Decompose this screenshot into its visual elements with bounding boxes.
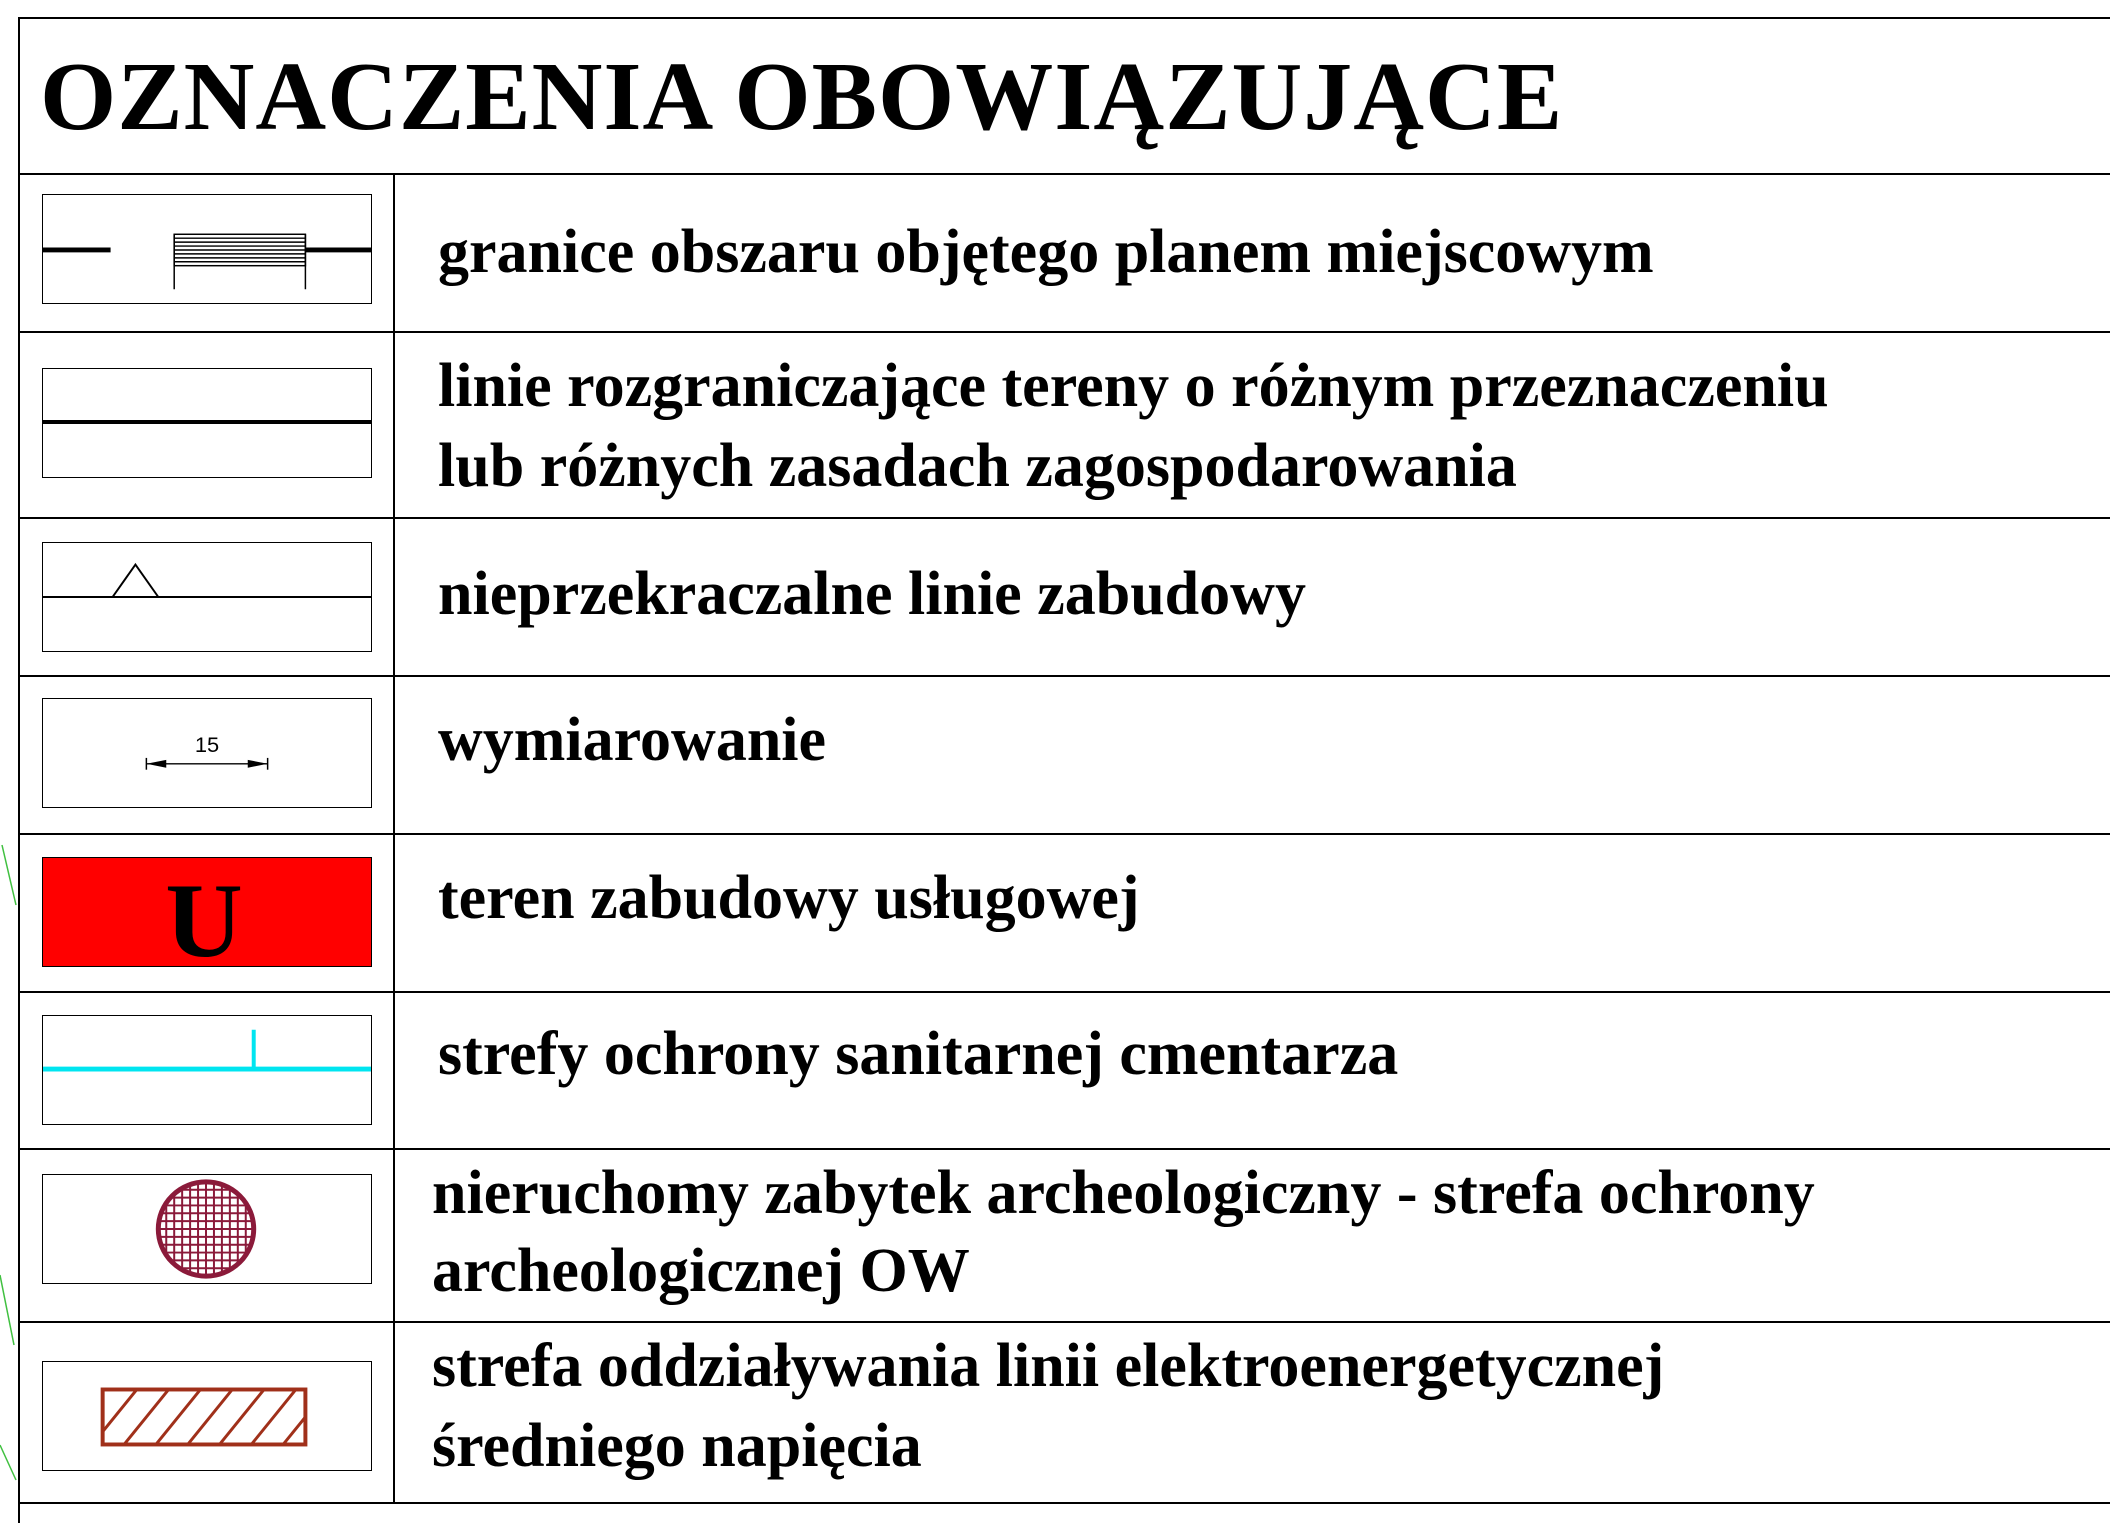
demarcation-line-label-2: lub różnych zasadach zagospodarowania xyxy=(438,432,1517,500)
archaeology-label-1: nieruchomy zabytek archeologiczny - strefa ochrony xyxy=(432,1159,1815,1227)
legend-row-dimensioning xyxy=(18,677,2110,833)
plan-boundary-label: granice obszaru objętego planem miejscowym xyxy=(438,218,1654,286)
demarcation-line-symbol xyxy=(42,368,372,478)
frame-top-border xyxy=(18,17,2110,19)
power-line-zone-label-1: strefa oddziaływania linii elektroenergetycznej xyxy=(432,1332,1665,1400)
legend-row-archaeology xyxy=(18,1150,2110,1321)
cemetery-zone-label: strefy ochrony sanitarnej cmentarza xyxy=(438,1020,1399,1088)
row-separator xyxy=(18,1502,2110,1504)
legend-row-building-lines xyxy=(18,519,2110,675)
legend-row-service-zone xyxy=(18,835,2110,991)
legend-row-plan-boundary xyxy=(18,175,2110,331)
building-line-symbol xyxy=(42,542,372,652)
service-zone-label: teren zabudowy usługowej xyxy=(438,864,1140,932)
archaeology-label-2: archeologicznej OW xyxy=(432,1237,970,1305)
plan-boundary-symbol xyxy=(42,194,372,304)
legend-row-power-line-zone xyxy=(18,1323,2110,1502)
demarcation-line-label-1: linie rozgraniczające tereny o różnym przeznaczeniu xyxy=(438,352,1829,420)
legend-row-cemetery-zone xyxy=(18,993,2110,1148)
dimension-label: wymiarowanie xyxy=(438,706,827,774)
service-zone-letter: U xyxy=(165,862,243,966)
archaeology-symbol xyxy=(42,1174,372,1284)
legend-title: OZNACZENIA OBOWIĄZUJĄCE xyxy=(40,43,1564,151)
dimension-value: 15 xyxy=(194,732,220,757)
map-edge-artifact xyxy=(0,0,20,1523)
cemetery-zone-symbol xyxy=(42,1015,372,1125)
legend-row-demarcation-lines xyxy=(18,333,2110,517)
power-line-zone-label-2: średniego napięcia xyxy=(432,1412,922,1480)
dimension-symbol xyxy=(42,698,372,808)
building-line-label: nieprzekraczalne linie zabudowy xyxy=(438,560,1306,628)
service-zone-symbol xyxy=(42,857,372,967)
power-line-zone-symbol xyxy=(42,1361,372,1471)
